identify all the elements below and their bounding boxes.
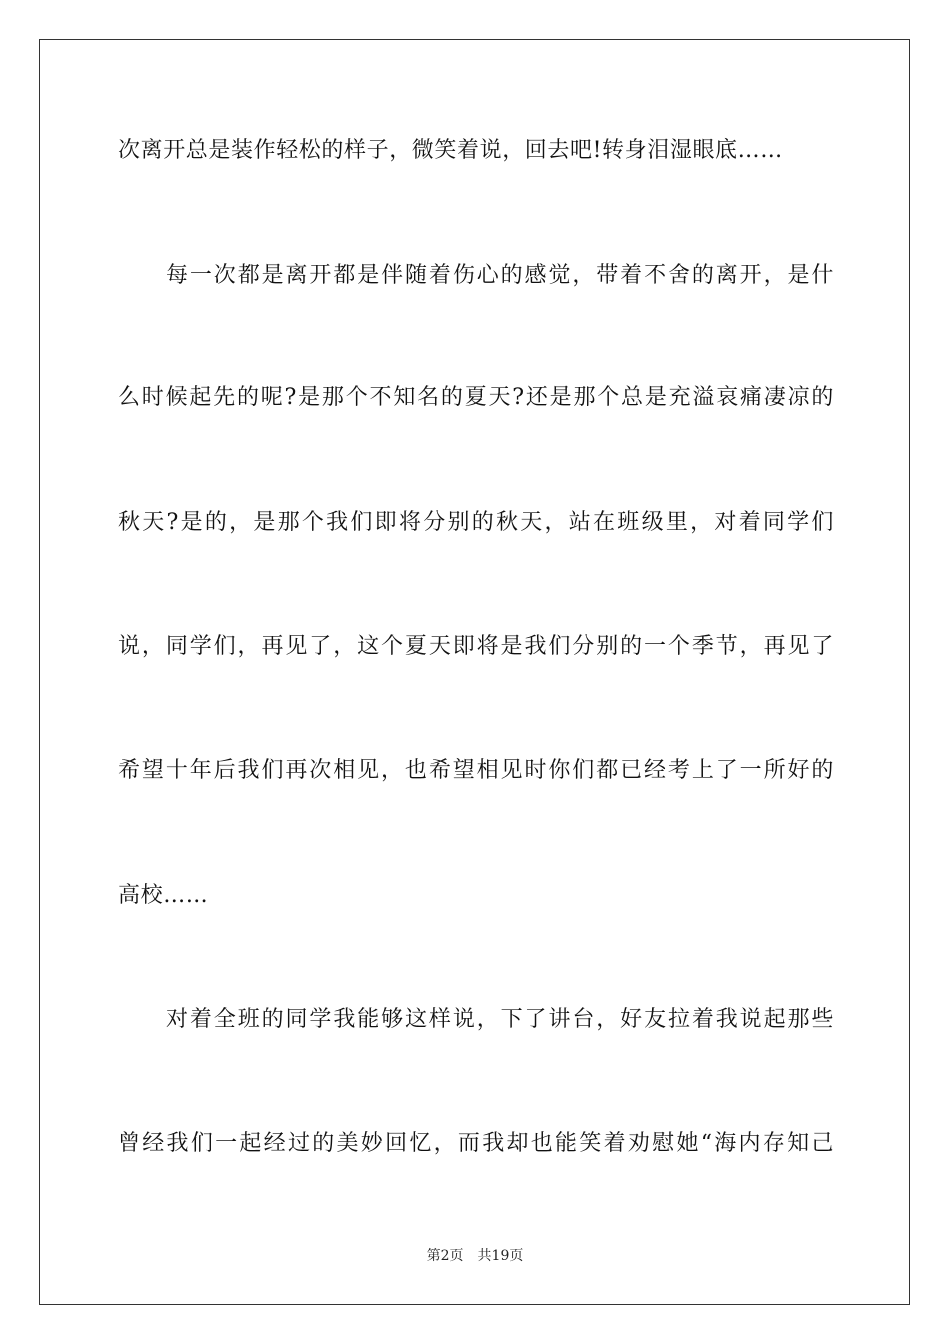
text-line: 说，同学们，再见了，这个夏天即将是我们分别的一个季节，再见了 <box>118 634 834 659</box>
text-line: 次离开总是装作轻松的样子，微笑着说，回去吧!转身泪湿眼底…… <box>118 138 783 163</box>
text-line: 高校…… <box>118 883 209 908</box>
page-total: 共19页 <box>477 1248 524 1264</box>
text-line: 希望十年后我们再次相见，也希望相见时你们都已经考上了一所好的 <box>118 758 834 783</box>
text-line: 对着全班的同学我能够这样说，下了讲台，好友拉着我说起那些 <box>166 1007 834 1032</box>
page-frame <box>39 39 910 1305</box>
text-line: 么时候起先的呢?是那个不知名的夏天?还是那个总是充溢哀痛凄凉的 <box>118 385 834 410</box>
text-line: 曾经我们一起经过的美妙回忆，而我却也能笑着劝慰她“海内存知己 <box>118 1131 834 1156</box>
page-number: 第2页 <box>426 1248 464 1264</box>
text-line: 秋天?是的，是那个我们即将分别的秋天，站在班级里，对着同学们 <box>118 510 834 535</box>
page-footer <box>0 1246 950 1266</box>
text-line: 每一次都是离开都是伴随着伤心的感觉，带着不舍的离开，是什 <box>166 263 834 288</box>
